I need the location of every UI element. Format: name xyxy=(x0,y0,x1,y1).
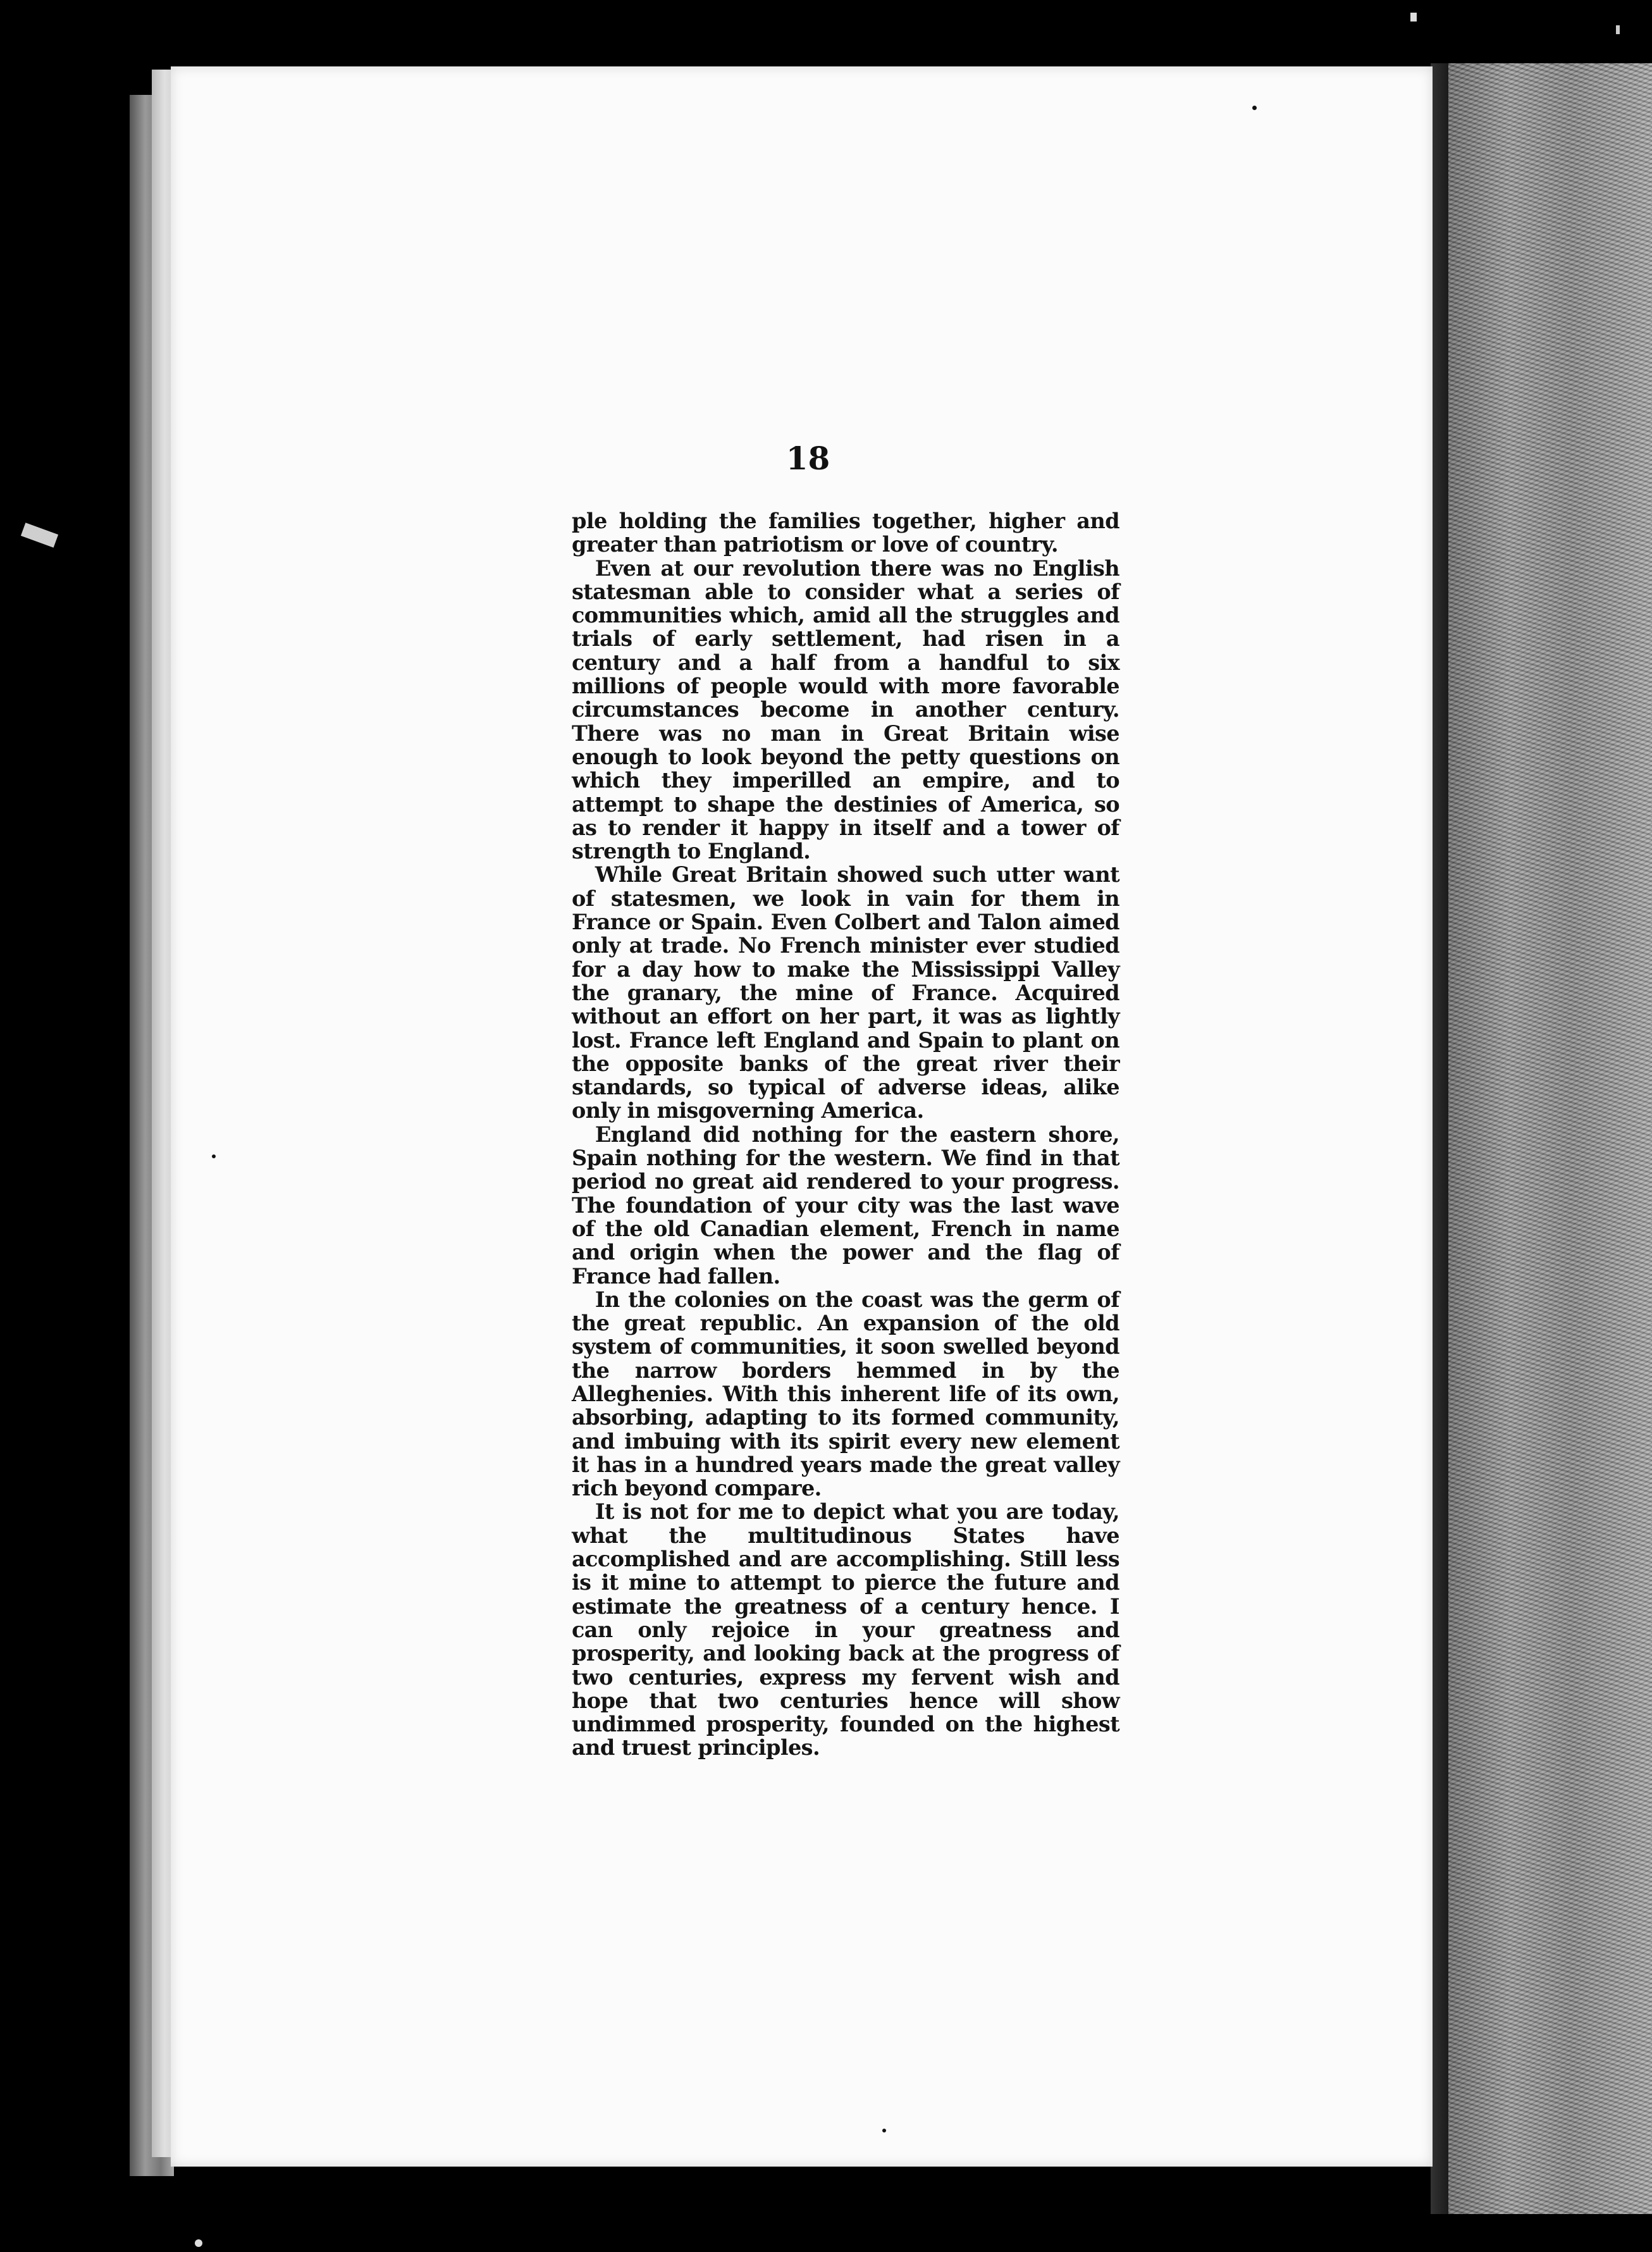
paragraph-6: It is not for me to depict what you are today, what the multitudinous States have accomplished and are accomplishing. Still less is it mine to attempt to pierce the future and estimate the greatness of a century hence. I can only rejoice in your greatness and prosperity, and looking back at the progress of two centuries, express my fervent wish and hope that two centuries hence will show undimmed prosperity, founded on the highest and truest principles. xyxy=(572,1499,1119,1760)
paragraph-2: Even at our revolution there was no English statesman able to consider what a series of communities which, amid all the struggles and trials of early settlement, had risen in a century and a half from a handful to six millions of people would with more favorable circumstances become in another century. There was no man in Great Britain wise enough to look beyond the petty questions on which they imperilled an empire, and to attempt to shape the destinies of America, so as to render it happy in itself and a tower of strength to England. xyxy=(572,555,1119,864)
paragraph-1: ple holding the families together, higher and greater than patriotism or love of country. xyxy=(572,509,1119,557)
scan-speck xyxy=(212,1154,216,1158)
body-text xyxy=(572,509,1119,1760)
scan-artifact xyxy=(195,2239,202,2247)
scan-speck xyxy=(1252,106,1257,110)
scan-artifact xyxy=(21,523,58,547)
paragraph-3: While Great Britain showed such utter want of statesmen, we look in vain for them in France or Spain. Even Colbert and Talon aimed only at trade. No French minister ever studied for a day how to make the Mississippi Valley the granary, the mine of France. Acquired without an effort on her part, it was as lightly lost. France left England and Spain to plant on the opposite banks of the great river their standards, so typical of adverse ideas, alike only in misgoverning America. xyxy=(572,862,1119,1123)
page-number: 18 xyxy=(786,440,830,477)
scan-artifact xyxy=(1616,25,1620,34)
scan-artifact xyxy=(1410,13,1417,22)
paragraph-4: England did nothing for the eastern shore, Spain nothing for the western. We find in that period no great aid rendered to your progress. The foundation of your city was the last wave of the old Canadian element, French in name and origin when the power and the flag of France had fallen. xyxy=(572,1122,1119,1289)
scan-speck xyxy=(882,2129,886,2132)
paragraph-5: In the colonies on the coast was the germ of the great republic. An expansion of the old system of communities, it soon swelled beyond the narrow borders hemmed in by the Alleghenies. With this inherent life of its own, absorbing, adapting to its formed community, and imbuing with its spirit every new element it has in a hundred years made the great valley rich beyond compare. xyxy=(572,1287,1119,1501)
book-binding xyxy=(1448,63,1652,2214)
page-sheet xyxy=(171,66,1433,2167)
